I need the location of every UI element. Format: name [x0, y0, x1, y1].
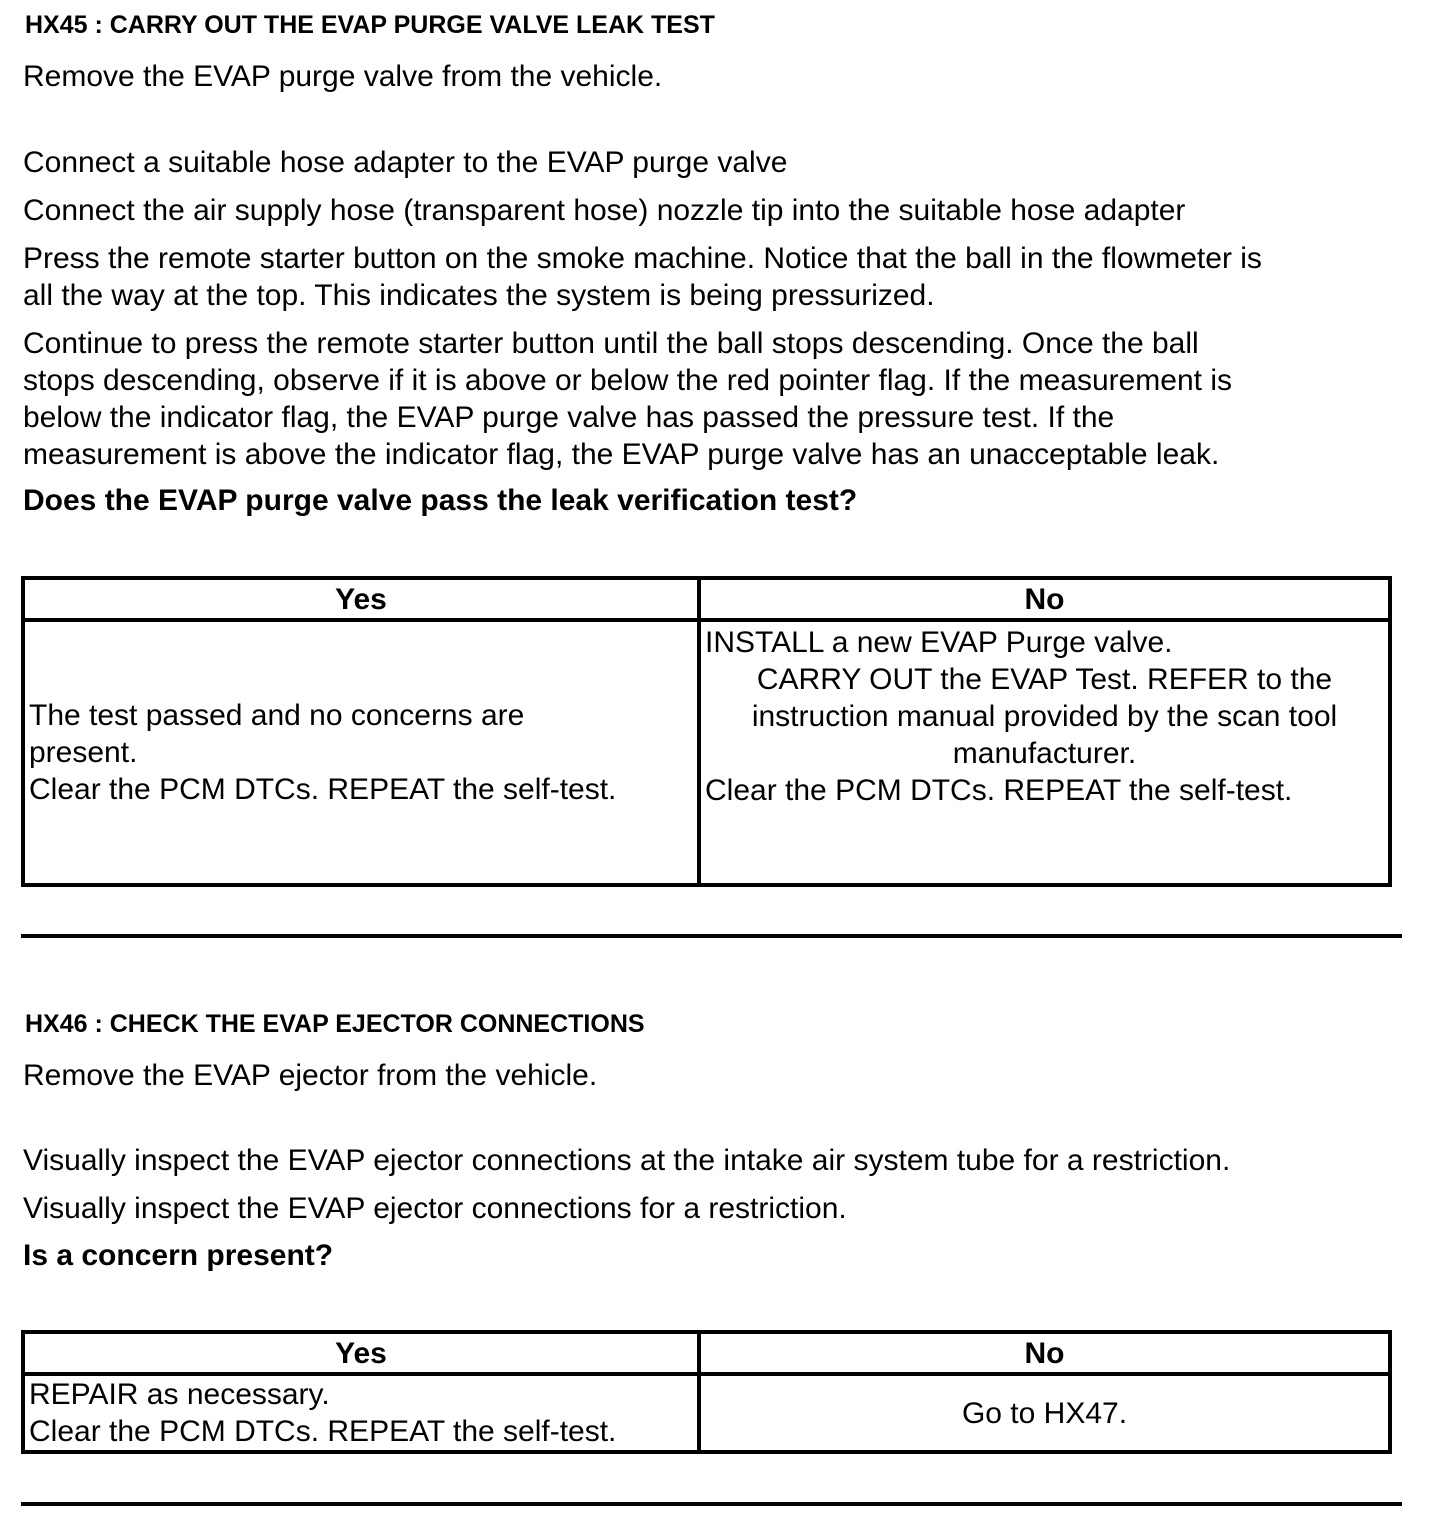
question-hx45: Does the EVAP purge valve pass the leak verification test? — [23, 484, 858, 517]
yes-header: Yes — [23, 1332, 699, 1374]
no-line: manufacturer. — [952, 737, 1137, 770]
instruction-remove-purge-valve: Remove the EVAP purge valve from the vehicle. — [23, 60, 663, 93]
instruction-press-remote-starter — [23, 240, 1262, 314]
decision-table-hx46 — [21, 1330, 1392, 1454]
decision-table-hx45 — [21, 576, 1392, 887]
table-header-row — [23, 578, 1390, 620]
instruction-continue-pressing — [23, 325, 1232, 473]
no-line: Clear the PCM DTCs. REPEAT the self-test. — [705, 774, 1293, 807]
instruction-line: all the way at the top. This indicates the system is being pressurized. — [23, 279, 935, 312]
question-hx46: Is a concern present? — [23, 1239, 334, 1272]
no-header: No — [699, 578, 1390, 620]
instruction-line: Press the remote starter button on the smoke machine. Notice that the ball in the flowmeter is — [23, 242, 1262, 275]
no-cell: Go to HX47. — [699, 1374, 1390, 1452]
instruction-connect-air-supply: Connect the air supply hose (transparent hose) nozzle tip into the suitable hose adapter — [23, 194, 1186, 227]
instruction-inspect-ejector-connections: Visually inspect the EVAP ejector connections for a restriction. — [23, 1192, 847, 1225]
instruction-line: Continue to press the remote starter button until the ball stops descending. Once the ball — [23, 327, 1199, 360]
yes-header: Yes — [23, 578, 699, 620]
step-title-hx45: HX45 : CARRY OUT THE EVAP PURGE VALVE LEAK TEST — [25, 11, 715, 39]
instruction-line: stops descending, observe if it is above or below the red pointer flag. If the measurement is — [23, 364, 1232, 397]
instruction-connect-hose-adapter: Connect a suitable hose adapter to the EVAP purge valve — [23, 146, 788, 179]
section-divider — [21, 1502, 1402, 1506]
instruction-line: measurement is above the indicator flag, the EVAP purge valve has an unacceptable leak. — [23, 438, 1220, 471]
yes-cell — [23, 1374, 699, 1452]
yes-line: The test passed and no concerns are — [29, 699, 525, 732]
instruction-line: below the indicator flag, the EVAP purge valve has passed the pressure test. If the — [23, 401, 1115, 434]
table-row — [23, 620, 1390, 885]
no-cell — [699, 620, 1390, 885]
yes-cell — [23, 620, 699, 885]
no-header: No — [699, 1332, 1390, 1374]
section-divider — [21, 934, 1402, 938]
no-line: CARRY OUT the EVAP Test. REFER to the — [756, 663, 1333, 696]
instruction-remove-ejector: Remove the EVAP ejector from the vehicle. — [23, 1059, 598, 1092]
step-title-hx46: HX46 : CHECK THE EVAP EJECTOR CONNECTIONS — [25, 1010, 645, 1038]
yes-line: Clear the PCM DTCs. REPEAT the self-test. — [29, 1415, 617, 1448]
yes-line: REPAIR as necessary. — [29, 1378, 330, 1411]
table-row — [23, 1374, 1390, 1452]
yes-line: Clear the PCM DTCs. REPEAT the self-test. — [29, 773, 617, 806]
instruction-inspect-intake-connections: Visually inspect the EVAP ejector connections at the intake air system tube for a restriction. — [23, 1144, 1231, 1177]
no-line: INSTALL a new EVAP Purge valve. — [705, 626, 1173, 659]
no-line: instruction manual provided by the scan tool — [751, 700, 1338, 733]
yes-line: present. — [29, 736, 138, 769]
table-header-row — [23, 1332, 1390, 1374]
